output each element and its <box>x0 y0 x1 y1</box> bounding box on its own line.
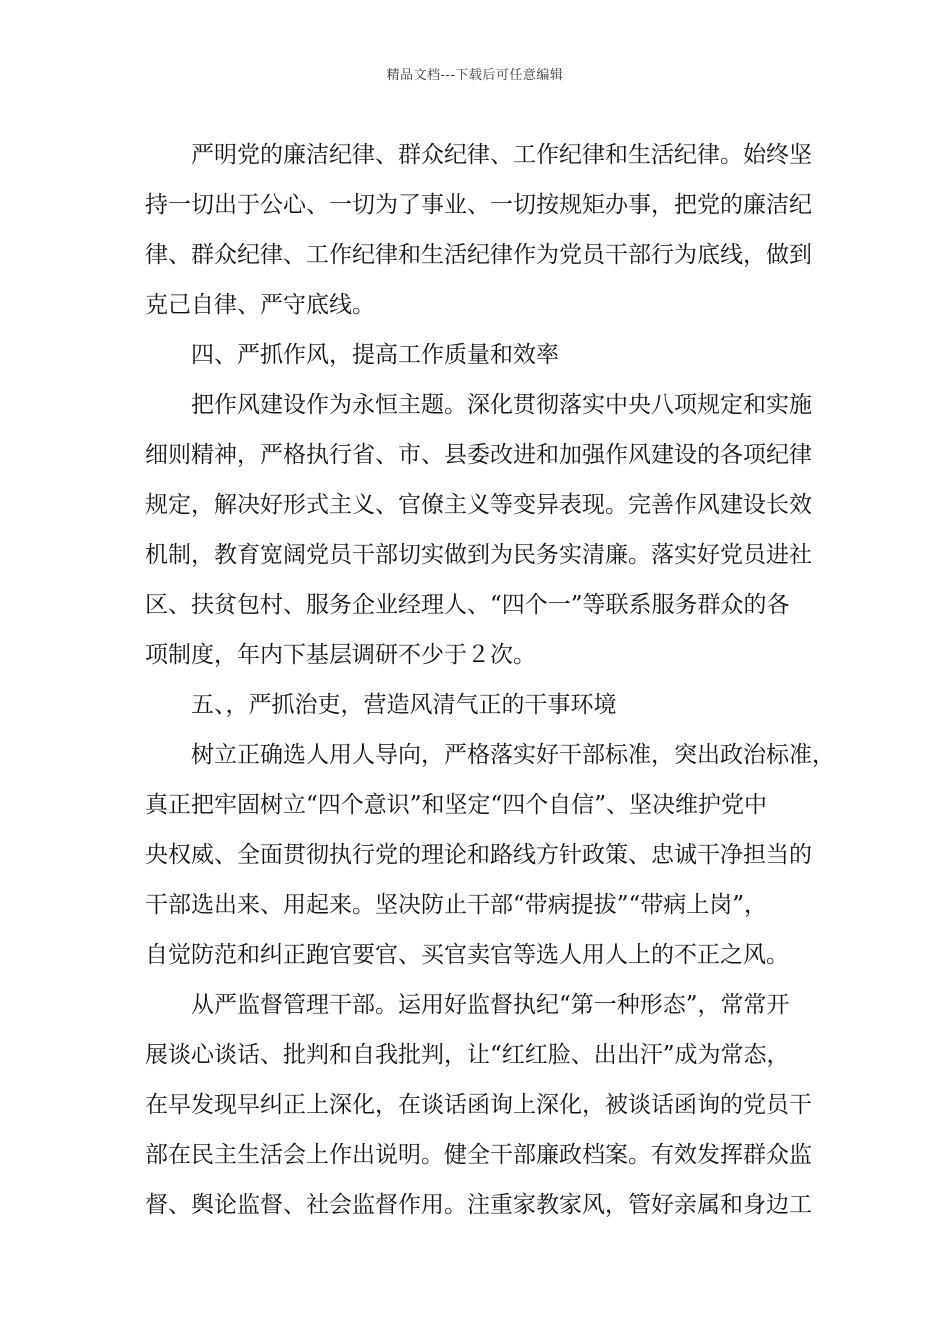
paragraph-discipline <box>145 130 812 330</box>
document-body <box>145 130 835 1230</box>
page-header: 精品文档---下载后可任意编辑 <box>386 68 564 83</box>
text-line: 区、扶贫包村、服务企业经理人、“四个一”等联系服务群众的各 <box>145 592 790 618</box>
text-line: 自觉防范和纠正跑官要官、买官卖官等选人用人上的不正之风。 <box>145 942 789 968</box>
text-line: 展谈心谈话、批判和自我批判，让“红红脸、出出汗”成为常态， <box>145 1042 790 1068</box>
text-line: 央权威、全面贯彻执行党的理论和路线方针政策、忠诚干净担当的 <box>145 842 812 868</box>
paragraph-supervision <box>145 980 812 1230</box>
text-line: 督、舆论监督、社会监督作用。注重家教家风，管好亲属和身边工 <box>145 1192 812 1218</box>
paragraph-work-style <box>145 380 812 680</box>
text-line: 真正把牢固树立“四个意识”和坚定“四个自信”、坚决维护党中 <box>145 792 768 818</box>
text-line: 从严监督管理干部。运用好监督执纪“第一种形态”，常常开 <box>191 992 790 1018</box>
section-heading-five <box>145 680 809 730</box>
text-line: 严明党的廉洁纪律、群众纪律、工作纪律和生活纪律。始终坚 <box>191 142 812 168</box>
text-line: 在早发现早纠正上深化，在谈话函询上深化，被谈话函询的党员干 <box>145 1092 812 1118</box>
text-line: 律、群众纪律、工作纪律和生活纪律作为党员干部行为底线，做到 <box>145 242 812 268</box>
text-line: 克己自律、严守底线。 <box>145 292 375 318</box>
text-line: 持一切出于公心、一切为了事业、一切按规矩办事，把党的廉洁纪 <box>145 192 812 218</box>
text-line: 树立正确选人用人导向，严格落实好干部标准，突出政治标准， <box>191 742 835 768</box>
text-line: 细则精神，严格执行省、市、县委改进和加强作风建设的各项纪律 <box>145 442 812 468</box>
section-heading-four <box>145 330 809 380</box>
text-line: 干部选出来、用起来。坚决防止干部“带病提拔”“带病上岗”， <box>145 892 768 918</box>
heading-line: 五、，严抓治吏，营造风清气正的干事环境 <box>191 692 617 718</box>
text-line: 规定，解决好形式主义、官僚主义等变异表现。完善作风建设长效 <box>145 492 812 518</box>
text-line: 部在民主生活会上作出说明。健全干部廉政档案。有效发挥群众监 <box>145 1142 812 1168</box>
paragraph-cadre-selection <box>145 730 835 980</box>
text-line: 机制，教育宽阔党员干部切实做到为民务实清廉。落实好党员进社 <box>145 542 812 568</box>
heading-line: 四、严抓作风，提高工作质量和效率 <box>191 342 559 368</box>
text-line: 把作风建设作为永恒主题。深化贯彻落实中央八项规定和实施 <box>191 392 812 418</box>
text-line: 项制度，年内下基层调研不少于２次。 <box>145 642 536 668</box>
